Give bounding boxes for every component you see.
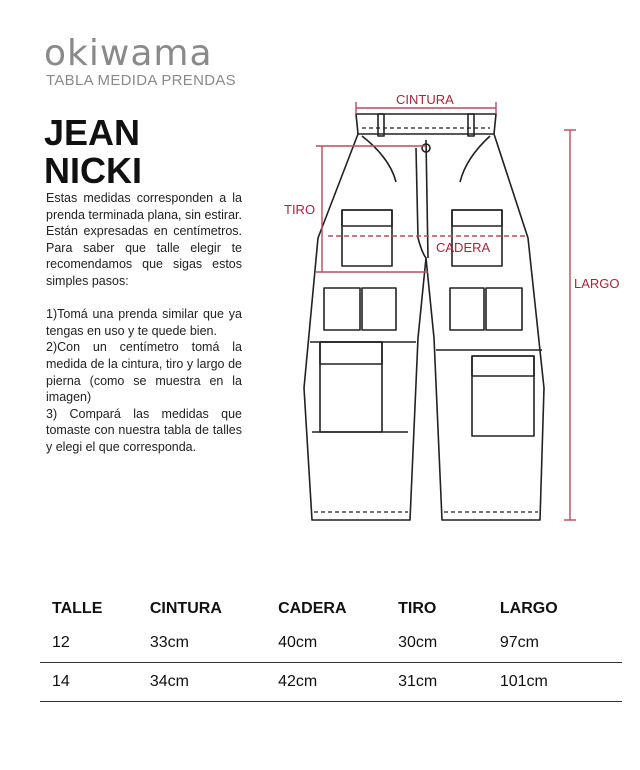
instructions-intro: Estas medidas corresponden a la prenda terminada plana, sin estirar. Están expresadas en centímetros. Para saber que talle elegir te recomendamos que sigas estos simples pasos: (46, 191, 242, 288)
cell-talle: 14 (40, 663, 150, 702)
cell-tiro: 31cm (398, 663, 500, 702)
cell-cadera: 42cm (278, 663, 398, 702)
instructions-step-1: 1)Tomá una prenda similar que ya tengas en uso y te quede bien. (46, 307, 242, 338)
table-row (40, 624, 622, 663)
instructions (46, 190, 242, 456)
table-header-row (40, 596, 622, 624)
label-largo: LARGO (574, 276, 620, 291)
header-cadera: CADERA (278, 600, 347, 617)
label-tiro: TIRO (284, 202, 316, 217)
cell-tiro: 30cm (398, 624, 500, 663)
brand-logo: okiwama (44, 33, 213, 74)
instructions-step-3: 3) Compará las medidas que tomaste con nuestra tabla de talles y elegi el que corresponda. (46, 406, 242, 454)
cell-largo: 97cm (500, 624, 622, 663)
instructions-step-2: 2)Con un centímetro tomá la medida de la cintura, tiro y largo de pierna (como se muestra en la imagen) (46, 340, 242, 405)
product-title-line1: JEAN (44, 112, 141, 153)
label-cintura: CINTURA (396, 92, 454, 107)
pants-illustration (270, 88, 610, 538)
cell-talle: 12 (40, 624, 150, 663)
cell-largo: 101cm (500, 663, 622, 702)
label-cadera: CADERA (436, 240, 491, 255)
cell-cadera: 40cm (278, 624, 398, 663)
cell-cintura: 34cm (150, 663, 278, 702)
size-table (40, 596, 622, 702)
header-tiro: TIRO (398, 600, 437, 617)
header-cintura: CINTURA (149, 600, 222, 617)
brand-subtitle: TABLA MEDIDA PRENDAS (46, 72, 236, 89)
cell-cintura: 33cm (150, 624, 278, 663)
pants-diagram (270, 88, 620, 543)
product-title (44, 114, 264, 190)
product-title-line2: NICKI (44, 150, 142, 191)
header-largo: LARGO (499, 600, 558, 617)
header-talle: TALLE (52, 600, 103, 617)
table-row (40, 663, 622, 702)
